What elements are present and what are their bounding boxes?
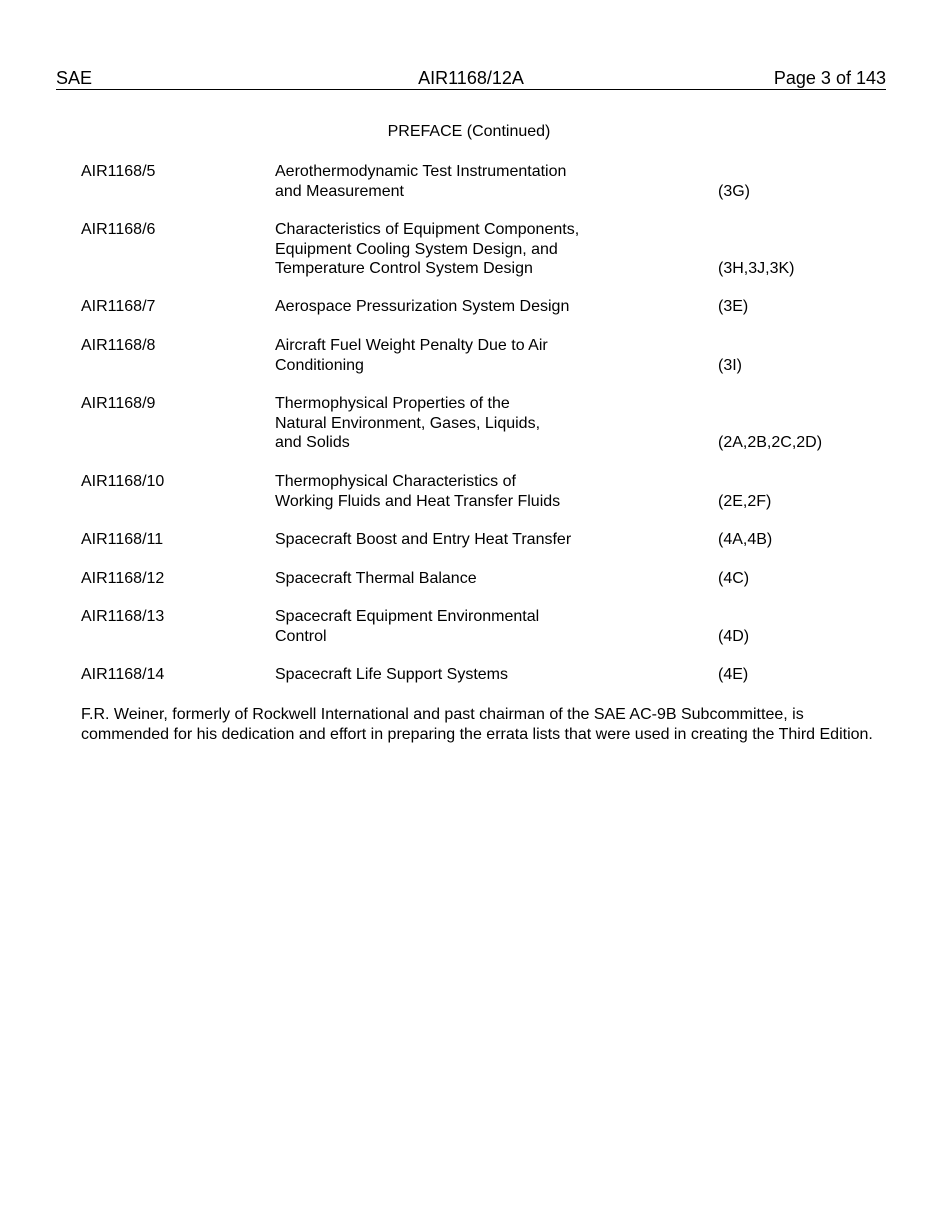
document-title	[275, 607, 695, 646]
acknowledgement-paragraph: F.R. Weiner, formerly of Rockwell International and past chairman of the SAE AC-9B Subcommittee, is commended for his dedication and effort in preparing the errata lists that were used in creating the Third Edition.	[81, 706, 873, 743]
document-title	[275, 220, 695, 279]
header-document-id: AIR1168/12A	[418, 68, 524, 88]
document-number: AIR1168/12	[81, 570, 165, 587]
document-title-line: Temperature Control System Design	[275, 260, 533, 277]
section-code: (4E)	[718, 666, 749, 683]
document-title-line: Conditioning	[275, 356, 364, 374]
document-title-line: Spacecraft Thermal Balance	[275, 570, 477, 587]
document-number: AIR1168/13	[81, 608, 165, 625]
document-title-line: Characteristics of Equipment Components,	[275, 221, 580, 238]
document-title	[275, 394, 695, 453]
document-number: AIR1168/5	[81, 163, 156, 180]
document-title	[275, 530, 695, 550]
header-org: SAE	[56, 68, 93, 88]
document-title-line: Spacecraft Boost and Entry Heat Transfer	[275, 531, 572, 548]
document-title-line: Aircraft Fuel Weight Penalty Due to Air	[275, 337, 548, 354]
document-title	[275, 569, 695, 589]
section-code: (4C)	[718, 570, 750, 587]
document-number: AIR1168/14	[81, 666, 165, 683]
section-title: PREFACE (Continued)	[387, 123, 551, 140]
section-code: (4A,4B)	[718, 531, 773, 548]
section-code: (2A,2B,2C,2D)	[718, 434, 823, 451]
section-code: (2E,2F)	[718, 492, 772, 510]
document-title-line: Equipment Cooling System Design, and	[275, 240, 558, 258]
document-title	[275, 472, 695, 511]
header-page-number: Page 3 of 143	[773, 68, 886, 88]
document-title-line: and Solids	[275, 434, 350, 451]
document-title-line: Aerothermodynamic Test Instrumentation	[275, 163, 567, 180]
document-number: AIR1168/6	[81, 221, 156, 238]
document-number: AIR1168/10	[81, 473, 165, 490]
document-number: AIR1168/7	[81, 298, 156, 315]
document-title	[275, 162, 695, 201]
document-title	[275, 297, 695, 317]
document-number: AIR1168/11	[81, 531, 164, 548]
section-code: (3G)	[718, 182, 750, 200]
section-code: (4D)	[718, 627, 750, 645]
document-title-line: Natural Environment, Gases, Liquids,	[275, 414, 541, 432]
document-title-line: Spacecraft Life Support Systems	[275, 666, 508, 683]
document-title-line: Thermophysical Characteristics of	[275, 473, 516, 490]
document-number: AIR1168/9	[81, 395, 156, 412]
document-title-line: Spacecraft Equipment Environmental	[275, 608, 540, 625]
document-title-line: Aerospace Pressurization System Design	[275, 298, 570, 315]
page-header	[56, 67, 886, 90]
document-title-line: Thermophysical Properties of the	[275, 395, 510, 412]
document-title-line: Working Fluids and Heat Transfer Fluids	[275, 492, 561, 510]
document-number: AIR1168/8	[81, 337, 156, 354]
section-code: (3E)	[718, 298, 749, 315]
document-title	[275, 336, 695, 375]
document-title-line: and Measurement	[275, 182, 404, 200]
document-title-line: Control	[275, 627, 327, 645]
section-code: (3H,3J,3K)	[718, 260, 795, 277]
document-title	[275, 665, 695, 685]
section-code: (3I)	[718, 356, 742, 374]
